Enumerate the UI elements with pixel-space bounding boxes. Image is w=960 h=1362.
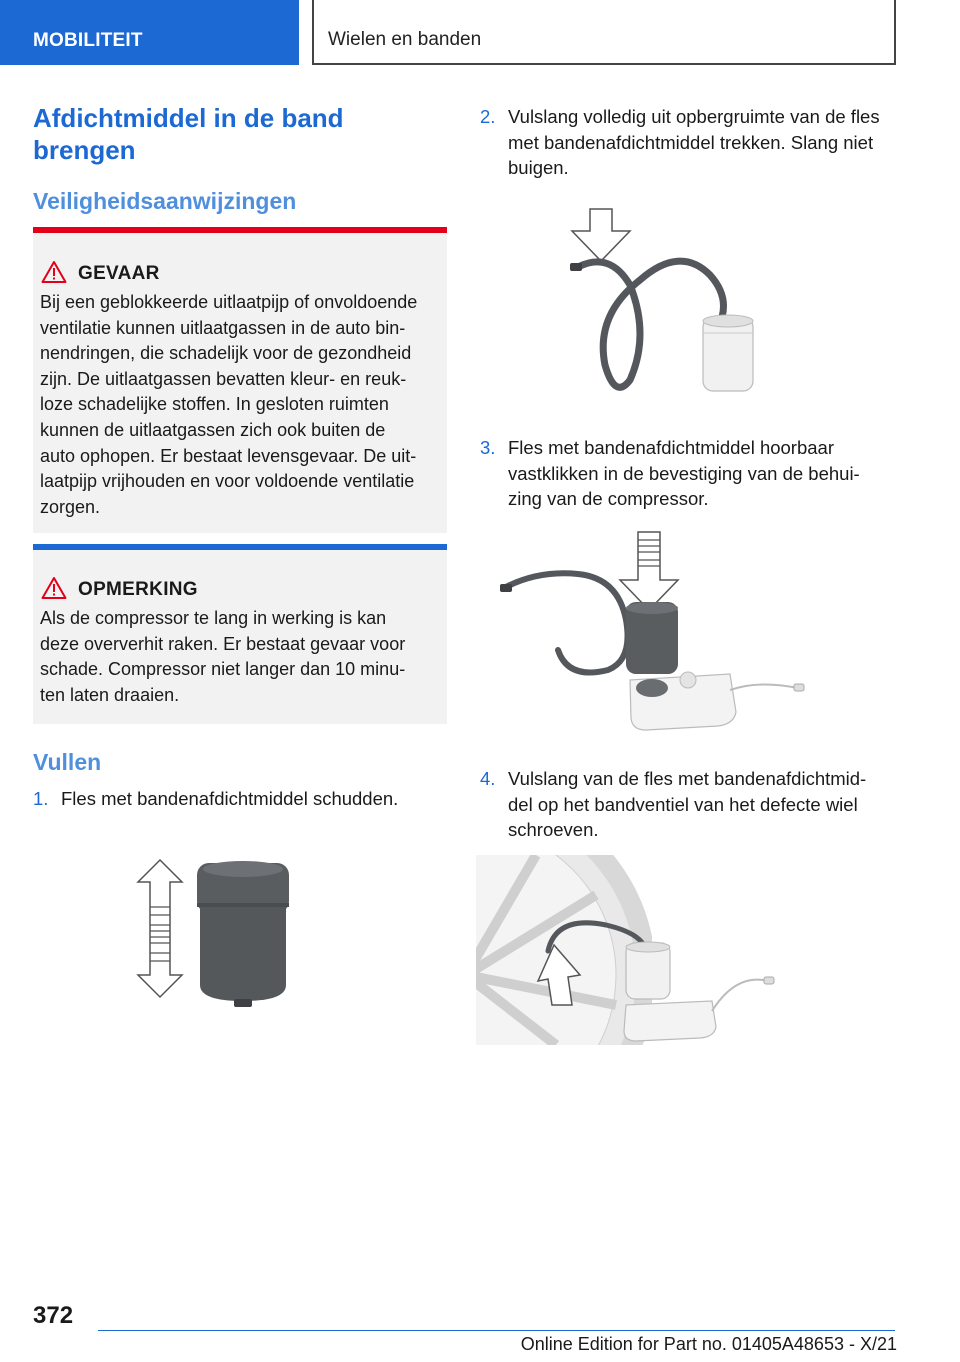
note-line: Als de compressor te lang in werking is kan xyxy=(40,608,387,628)
step-text xyxy=(508,104,880,181)
danger-line: Bij een geblokkeerde uitlaatpijp of onvoldoende xyxy=(40,292,418,312)
step-text xyxy=(508,435,860,512)
danger-line: kunnen de uitlaatgassen zich ook buiten de xyxy=(40,419,386,440)
step-line: zing van de compressor. xyxy=(508,488,709,509)
page-number: 372 xyxy=(33,1302,74,1329)
safety-heading: Veiligheidsaanwijzingen xyxy=(33,188,297,214)
step-text xyxy=(508,766,866,843)
step-line: buigen. xyxy=(508,157,569,178)
edition-text: Online Edition for Part no. 01405A48653 - X/21 xyxy=(520,1334,897,1354)
shake-bottle-illustration xyxy=(130,855,305,1015)
fill-heading: Vullen xyxy=(33,749,102,775)
step-line: del op het bandventiel van het defecte wiel xyxy=(508,793,858,815)
note-text xyxy=(40,606,442,708)
section-tab xyxy=(0,0,299,65)
note-line: deze oververhit raken. Er bestaat gevaar voor xyxy=(40,633,406,654)
danger-line: auto ophopen. Er bestaat levensgevaar. De uit- xyxy=(40,445,417,466)
step-number: 1. xyxy=(33,788,49,809)
wheel-valve-illustration xyxy=(476,855,776,1045)
step-line: vastklikken in de bevestiging van de behui- xyxy=(508,462,860,484)
step-line: Fles met bandenafdichtmiddel hoorbaar xyxy=(508,437,834,458)
warning-triangle-icon xyxy=(41,260,67,284)
danger-line: ventilatie kunnen uitlaatgassen in de auto bin- xyxy=(40,317,406,338)
step-number: 3. xyxy=(480,437,496,458)
step-line: Vulslang volledig uit opbergruimte van de fles xyxy=(508,106,880,127)
footer-divider xyxy=(98,1330,895,1331)
step-text xyxy=(61,786,398,812)
chapter-tab xyxy=(312,0,896,65)
section-label: MOBILITEIT xyxy=(33,30,143,51)
danger-line: laatpijp vrijhouden en voor voldoende ventilatie xyxy=(40,471,415,492)
note-box xyxy=(33,544,447,724)
danger-line: nendringen, die schadelijk voor de gezondheid xyxy=(40,343,412,364)
step-line: met bandenafdichtmiddel trekken. Slang niet xyxy=(508,131,874,153)
note-label: OPMERKING xyxy=(78,579,198,600)
step-line: Fles met bandenafdichtmiddel schudden. xyxy=(61,788,399,809)
danger-label: GEVAAR xyxy=(78,263,160,284)
danger-line: zijn. De uitlaatgassen bevatten kleur- en reuk- xyxy=(40,368,407,389)
hose-pulled-illustration xyxy=(560,205,770,400)
warning-triangle-icon xyxy=(41,576,67,600)
danger-box xyxy=(33,227,447,533)
chapter-label: Wielen en banden xyxy=(328,29,482,50)
danger-text xyxy=(40,290,442,520)
step-line: Vulslang van de fles met bandenafdichtmid- xyxy=(508,768,867,789)
step-number: 4. xyxy=(480,768,496,789)
danger-line: zorgen. xyxy=(40,496,101,517)
step-number: 2. xyxy=(480,106,496,127)
page-title: Afdichtmiddel in de band brengen xyxy=(33,103,344,165)
note-line: schade. Compressor niet langer dan 10 minu- xyxy=(40,659,406,680)
danger-line: loze schadelijke stoffen. In gesloten ruimten xyxy=(40,394,389,415)
step-line: schroeven. xyxy=(508,819,599,840)
bottle-compressor-illustration xyxy=(498,530,808,740)
note-line: ten laten draaien. xyxy=(40,684,180,705)
